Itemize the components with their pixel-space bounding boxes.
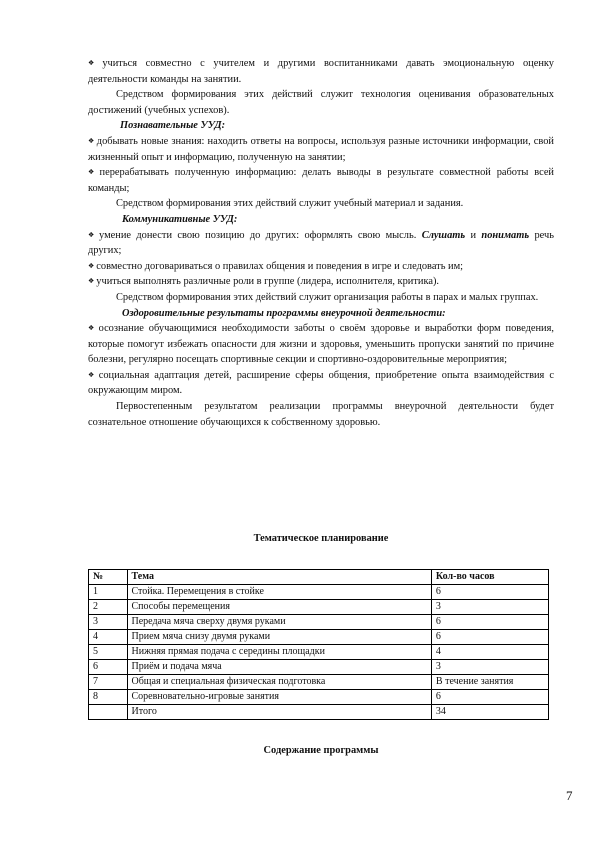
cell-hours: 6 [431,690,548,705]
text-run: и [470,229,477,241]
cell-hours: 3 [431,600,548,615]
bullet-paragraph: ❖ совместно договариваться о правилах общения и поведения в игре и следовать им; [88,259,554,275]
cell-total-hours: 34 [431,705,548,720]
cell-hours: 4 [431,645,548,660]
text-block [88,56,554,430]
cell-number: 3 [89,615,128,630]
table-total-row [89,705,549,720]
cell-topic: Приём и подача мяча [127,660,431,675]
thematic-plan-table [88,569,549,720]
cell-number: 1 [89,585,128,600]
text-run: речь других; [88,229,554,257]
cell-topic: Общая и специальная физическая подготовка [127,675,431,690]
emphasis-understand: понимать [481,229,530,241]
cell-number: 7 [89,675,128,690]
cell-total-label: Итого [127,705,431,720]
emphasis-listen: Слушать [421,229,466,241]
bullet-paragraph: ❖ социальная адаптация детей, расширение сферы общения, приобретение опыта взаимодействия с окружающим миром. [88,368,554,399]
bullet-paragraph: ❖ перерабатывать полученную информацию: делать выводы в результате совместной работы всей команды; [88,165,554,196]
header-number: № [89,570,128,585]
header-topic: Тема [127,570,431,585]
table-row [89,690,549,705]
header-hours: Кол-во часов [431,570,548,585]
cell-number: 4 [89,630,128,645]
subheading-communicative: Коммуникативные УУД: [122,213,238,225]
cell-topic: Нижняя прямая подача с середины площадки [127,645,431,660]
bullet-paragraph: ❖ добывать новые знания: находить ответы на вопросы, используя разные источники информации, свой жизненный опыт и информацию, полученную на занятии; [88,134,554,165]
table-row [89,675,549,690]
table-row [89,660,549,675]
table-row [89,585,549,600]
table-row [89,630,549,645]
cell-hours: 3 [431,660,548,675]
table-row [89,645,549,660]
section-heading: Содержание программы [263,745,379,756]
cell-number: 8 [89,690,128,705]
cell-number [89,705,128,720]
table-title: Тематическое планирование [253,533,389,544]
paragraph: Средством формирования этих действий служит учебный материал и задания. [116,198,464,210]
bullet-paragraph: ❖ учиться выполнять различные роли в группе (лидера, исполнителя, критика). [88,274,554,290]
bullet-paragraph [88,228,554,259]
table-row [89,615,549,630]
subheading-health: Оздоровительные результаты программы внеурочной деятельности: [122,307,446,319]
table-header-row [89,570,549,585]
page-number: 7 [566,788,573,803]
bullet-paragraph: ❖ осознание обучающимися необходимости заботы о своём здоровье и выработки форм поведения, которые помогут избежать опасности для жизни и здоровья, уменьшить пропуски занятий по причине болезни, регулярно посещать спортивные секции и спортивно-оздоровительные мероприятия; [88,321,554,368]
cell-hours: 6 [431,585,548,600]
cell-topic: Стойка. Перемещения в стойке [127,585,431,600]
cell-number: 2 [89,600,128,615]
cell-topic: Соревновательно-игровые занятия [127,690,431,705]
bullet-paragraph: ❖ учиться совместно с учителем и другими воспитанниками давать эмоциональную оценку деятельности команды на занятии. [88,56,554,87]
cell-topic: Способы перемещения [127,600,431,615]
cell-hours: 6 [431,615,548,630]
cell-number: 5 [89,645,128,660]
table-row [89,600,549,615]
cell-topic: Передача мяча сверху двумя руками [127,615,431,630]
paragraph: Первостепенным результатом реализации программы внеурочной деятельности будет сознательное отношение обучающихся к собственному здоровью. [88,401,554,428]
subheading-cognitive: Познавательные УУД: [120,120,226,132]
cell-topic: Прием мяча снизу двумя руками [127,630,431,645]
cell-hours: В течение занятия [431,675,548,690]
text-run: умение донести свою позицию до других: оформлять свою мысль. [99,229,417,241]
paragraph: Средством формирования этих действий служит технология оценивания образовательных достижений (учебных успехов). [88,89,554,116]
paragraph: Средством формирования этих действий служит организация работы в парах и малых группах. [116,291,539,303]
cell-number: 6 [89,660,128,675]
cell-hours: 6 [431,630,548,645]
